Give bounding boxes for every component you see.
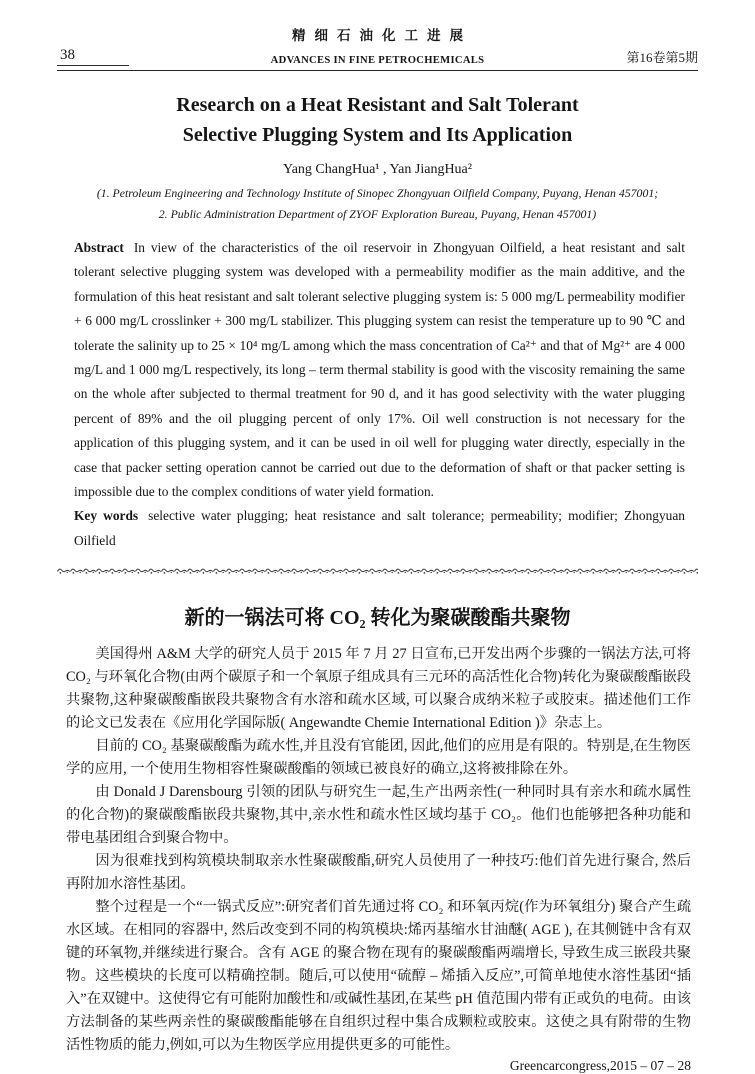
keywords-text: selective water plugging; heat resistance and salt tolerance; permeability; modifier; Zhongyuan Oilfield	[74, 508, 685, 548]
paper-title-line2: Selective Plugging System and Its Application	[182, 124, 573, 146]
page-number-underline	[57, 46, 129, 66]
news-paragraph-2: 目前的 CO₂ 基聚碳酸酯为疏水性,并且没有官能团, 因此,他们的应用是有限的。特别是,在生物医学的应用, 一个使用生物相容性聚碳酸酯的领域已被良好的确立,这将被排除在外。	[66, 738, 691, 778]
news-paragraph-4: 因为很难找到构筑模块制取亲水性聚碳酸酯,研究人员使用了一种技巧:他们首先进行聚合, 然后再附加水溶性基团。	[66, 853, 691, 893]
journal-title-en: ADVANCES IN FINE PETROCHEMICALS	[270, 55, 485, 66]
news-source: Greencarcongress,2015 – 07 – 28	[509, 1058, 691, 1074]
paper-title-line1: Research on a Heat Resistant and Salt Tolerant	[176, 94, 579, 116]
news-paragraph-1: 美国得州 A&M 大学的研究人员于 2015 年 7 月 27 日宣布,已开发出两个步骤的一锅法方法,可将 CO₂ 与环氧化合物(由两个碳原子和一个氧原子组成具有三元环的高活性化合物)转化为聚碳酸酯嵌段共聚物,这种聚碳酸酯嵌段共聚物含有水溶和疏水区域, 可以聚合成纳米粒子或胶束。描述他们工作的论文已发表在《应用化学国际版( Angewandte Chemie International Edition )》杂志上。	[66, 646, 691, 732]
abstract-label: Abstract	[74, 240, 124, 255]
keywords	[74, 504, 685, 553]
journal-header	[57, 24, 698, 71]
paper-title	[57, 90, 698, 150]
squiggle-ornament-icon	[57, 566, 698, 575]
affiliations	[57, 183, 698, 225]
volume-issue: 第16卷第5期	[626, 50, 698, 65]
news-paragraph-5: 整个过程是一个“一锅式反应”:研究者们首先通过将 CO₂ 和环氧丙烷(作为环氧组分) 聚合产生疏水区域。在相同的容器中, 然后改变到不同的构筑模块:烯丙基缩水甘油醚( AGE ), 在其侧链中含有双键的环氧物,并继续进行聚合。含有 AGE 的聚合物在现有的聚碳酸酯两端增长, 导致生成三嵌段共聚物。这些模块的长度可以精确控制。随后,可以使用“硫醇 – 烯插入反应”,可简单地使水溶性基团“插入”在双键中。这使得它有可能附加酸性和/或碱性基团,在某些 pH 值范围内带有正或负的电荷。由该方法制备的某些两亲性的聚碳酸酯能够在自组织过程中集合成颗粒或胶束。这使之具有附带的生物活性物质的能力,例如,可以为生物医学应用提供更多的可能性。	[66, 899, 691, 1054]
header-rule	[57, 70, 698, 71]
news-title: 新的一锅法可将 CO₂ 转化为聚碳酸酯共聚物	[184, 607, 571, 630]
abstract	[74, 236, 685, 504]
journal-header-row	[57, 46, 698, 66]
section-divider	[57, 566, 698, 575]
authors-line: Yang ChangHua¹ , Yan JiangHua²	[283, 162, 472, 177]
news-paragraph-3: 由 Donald J Darensbourg 引领的团队与研究生一起,生产出两亲性(一种同时具有亲水和疏水属性的化合物)的聚碳酸酯嵌段共聚物,其中,亲水性和疏水性区域均基于 CO₂。他们也能够把各种功能和带电基团组合到聚合物中。	[66, 784, 691, 847]
page-number: 38	[60, 47, 75, 63]
news-body	[66, 643, 691, 1057]
journal-title-cn: 精细石油化工进展	[292, 28, 472, 43]
affiliation-line-1: (1. Petroleum Engineering and Technology Institute of Sinopec Zhongyuan Oilfield Company, Puyang, Henan 457001;	[96, 186, 659, 200]
abstract-text: In view of the characteristics of the oil reservoir in Zhongyuan Oilfield, a heat resistant and salt tolerant selective plugging system was developed with a permeability modifier as the main additive, and the formulation of this heat resistant and salt tolerant selective plugging system is: 5 000 mg/L permeability modifier + 6 000 mg/L crosslinker + 300 mg/L stabilizer. This plugging system can resist the temperature up to 90 ℃ and tolerate the salinity up to 25 × 10⁴ mg/L among which the mass concentration of Ca²⁺ and that of Mg²⁺ are 4 000 mg/L and 1 000 mg/L respectively, its long – term thermal stability is good with the viscosity remaining the same on the whole after subjected to thermal treatment for 90 d, and it has good selectivity with the water plugging percent of 89% and the oil plugging percent of only 17%. Oil well construction is not necessary for the application of this plugging system, and it can be used in oil well for plugging water directly, especially in the case that packer setting operation cannot be carried out due to the deformation of shaft or that packer setting is impossible due to the complex conditions of water yield formation.	[74, 240, 685, 500]
keywords-label: Key words	[74, 508, 139, 524]
affiliation-line-2: 2. Public Administration Department of ZYOF Exploration Bureau, Puyang, Henan 457001)	[158, 207, 597, 221]
